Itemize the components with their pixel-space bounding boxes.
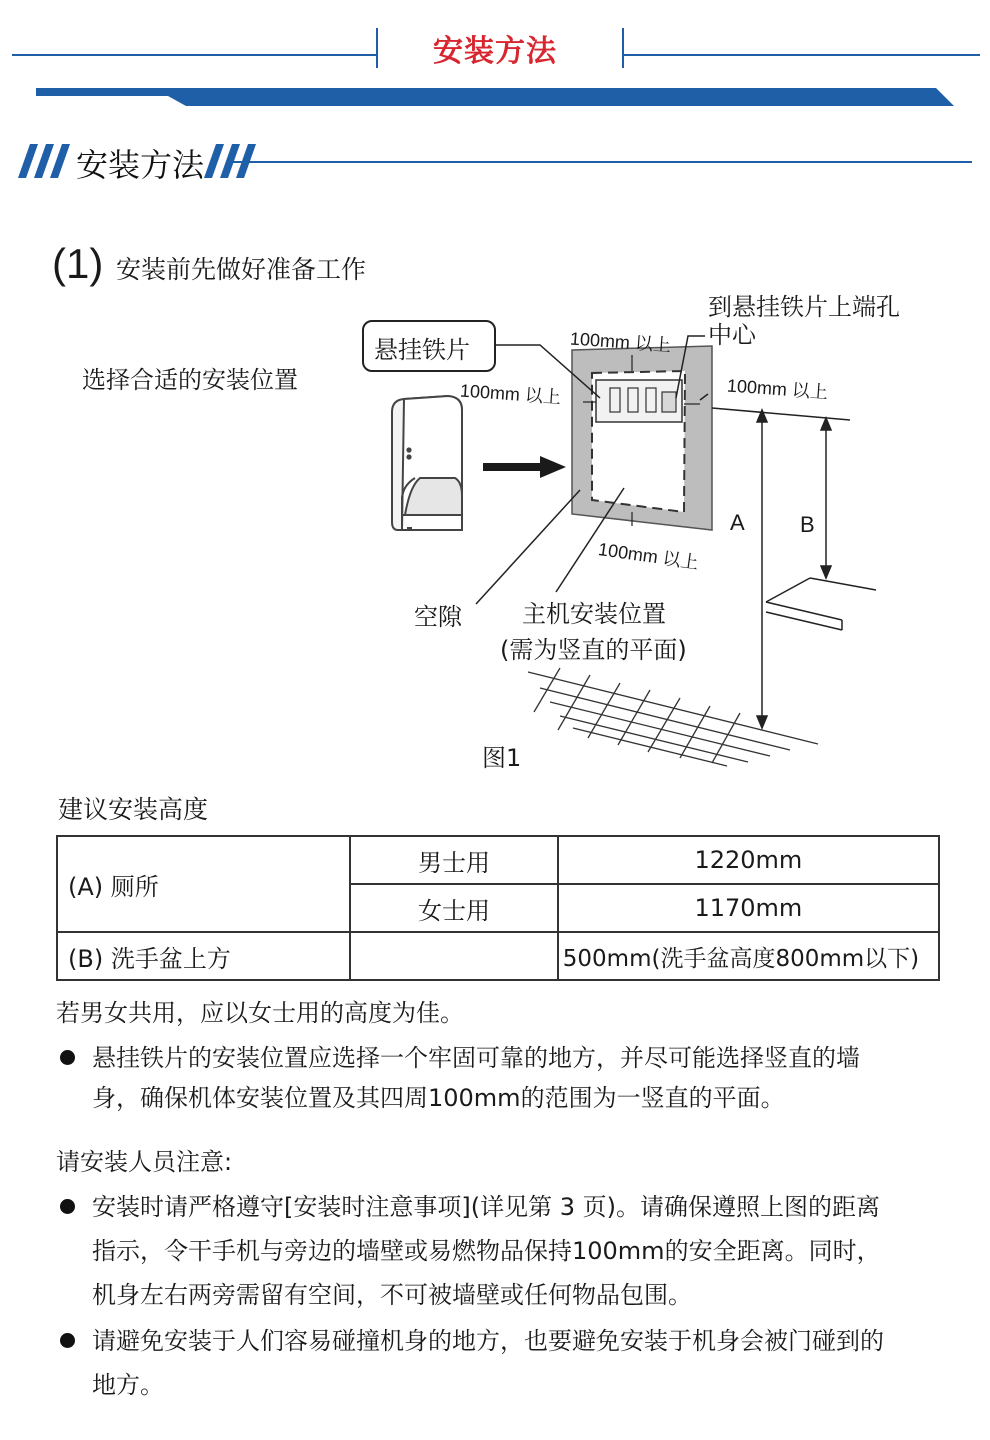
gap-label: 空隙 <box>414 603 462 631</box>
clearance-top-label: 100mm 以上 <box>569 328 672 356</box>
table-heading: 建议安装高度 <box>58 795 209 824</box>
header-title: 安装方法 <box>433 34 557 69</box>
installation-height-table <box>56 835 940 981</box>
header-rule-left <box>12 54 378 56</box>
step-number: (1) <box>52 240 104 287</box>
bullet-icon <box>60 1333 75 1348</box>
step-text: 安装前先做好准备工作 <box>116 255 367 284</box>
bullet3-line1: 请避免安装于人们容易碰撞机身的地方，也要避免安装于机身会被门碰到的 <box>92 1327 884 1355</box>
clearance-right-label: 100mm 以上 <box>726 375 829 403</box>
bullet-icon <box>60 1199 75 1214</box>
bullet-icon <box>60 1050 75 1065</box>
row-b-label: (B) 洗手盆上方 <box>57 932 350 980</box>
main-position-label-line2: (需为竖直的平面) <box>500 636 687 664</box>
bullet2-line3: 机身左右两旁需留有空间，不可被墙壁或任何物品包围。 <box>92 1281 692 1309</box>
header-tick-right <box>622 28 624 68</box>
bullet2-line2: 指示，令干手机与旁边的墙壁或易燃物品保持100mm的安全距离。同时， <box>92 1237 881 1265</box>
installer-heading: 请安装人员注意: <box>56 1148 233 1176</box>
clearance-left-label: 100mm 以上 <box>459 380 562 408</box>
bullet1-line1: 悬挂铁片的安装位置应选择一个牢固可靠的地方，并尽可能选择竖直的墙 <box>92 1044 860 1072</box>
table-row <box>57 932 939 980</box>
section-slash-icon-left <box>18 144 72 178</box>
header-band <box>36 88 954 106</box>
row-a-women-value: 1170mm <box>558 884 939 932</box>
row-b-empty <box>350 932 558 980</box>
wash-basin-counter <box>766 578 876 630</box>
figure-caption: 图1 <box>482 744 522 772</box>
bullet2-line1: 安装时请严格遵守[安装时注意事项](详见第 3 页)。请确保遵照上图的距离 <box>92 1193 880 1221</box>
table-row <box>57 836 939 884</box>
shared-use-note: 若男女共用，应以女士用的高度为佳。 <box>56 999 464 1027</box>
dimension-b-label: B <box>800 512 815 537</box>
row-a-label: (A) 厕所 <box>57 836 350 932</box>
leader-gap <box>476 490 580 604</box>
floor-grid <box>528 668 818 766</box>
section-title: 安装方法 <box>76 146 205 184</box>
row-b-value: 500mm(洗手盆高度800mm以下) <box>558 932 939 980</box>
row-a-men: 男士用 <box>350 836 558 884</box>
hand-dryer-illustration <box>392 396 462 530</box>
main-position-label-line1: 主机安装位置 <box>522 600 666 628</box>
hanging-plate-label: 悬挂铁片 <box>374 336 470 364</box>
bullet3-line2: 地方。 <box>92 1371 164 1399</box>
row-a-men-value: 1220mm <box>558 836 939 884</box>
wall-panel <box>572 346 712 530</box>
header-rule-right <box>624 54 980 56</box>
hole-center-label-line2: 中心 <box>708 321 756 349</box>
hole-center-label-line1: 到悬挂铁片上端孔 <box>708 293 900 321</box>
clearance-bottom-label: 100mm 以上 <box>596 539 700 573</box>
section-rule <box>230 161 972 163</box>
row-a-women: 女士用 <box>350 884 558 932</box>
header-tick-left <box>376 28 378 68</box>
choose-location-label: 选择合适的安装位置 <box>82 366 298 394</box>
bullet1-line2: 身，确保机体安装位置及其四周100mm的范围为一竖直的平面。 <box>92 1084 785 1112</box>
dimension-a-label: A <box>730 510 745 535</box>
arrow-icon <box>483 456 566 478</box>
